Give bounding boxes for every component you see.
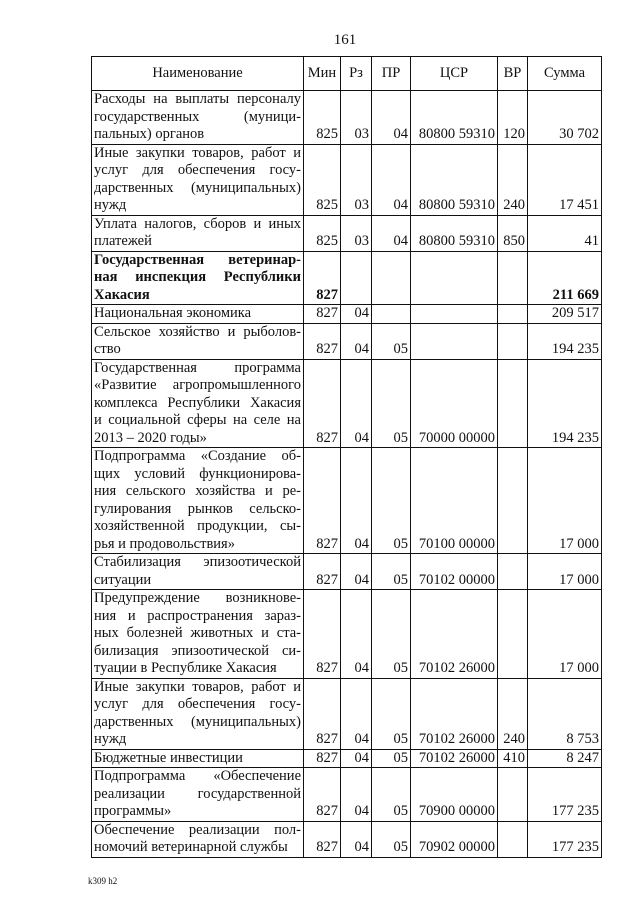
cell-pr	[372, 251, 411, 305]
cell-vr	[498, 554, 528, 590]
cell-vr	[498, 359, 528, 448]
name-line: Уплата налогов, сборов и иных	[94, 215, 301, 232]
cell-pr: 04	[372, 91, 411, 145]
name-line: ство	[94, 341, 121, 357]
name-line: и социальной сферы на селе на	[94, 412, 301, 428]
cell-min: 827	[304, 359, 341, 448]
header-rz: Рз	[341, 57, 372, 91]
budget-table	[91, 56, 602, 858]
cell-vr	[498, 323, 528, 359]
cell-sum: 194 235	[528, 359, 602, 448]
cell-sum: 209 517	[528, 305, 602, 324]
table-row	[92, 821, 602, 857]
table-row	[92, 323, 602, 359]
table-row	[92, 359, 602, 448]
cell-vr	[498, 448, 528, 554]
name-line: щих условий функционирова-	[94, 465, 301, 482]
cell-vr: 240	[498, 144, 528, 215]
name-line: услуг для обеспечения госу-	[94, 162, 301, 178]
cell-name	[92, 91, 304, 145]
name-line: нужд	[94, 197, 127, 213]
cell-pr: 04	[372, 144, 411, 215]
cell-rz: 04	[341, 590, 372, 679]
cell-sum: 211 669	[528, 251, 602, 305]
name-line: нужд	[94, 731, 127, 747]
name-line: Подпрограмма «Обеспечение	[94, 768, 301, 784]
cell-vr	[498, 590, 528, 679]
name-line: реализации государственной	[94, 785, 301, 802]
cell-vr	[498, 251, 528, 305]
name-line: Предупреждение возникнове-	[94, 590, 301, 606]
cell-name	[92, 251, 304, 305]
cell-vr	[498, 768, 528, 822]
table-header	[92, 57, 602, 91]
name-line: пальных) органов	[94, 126, 205, 142]
cell-csr: 80800 59310	[411, 215, 498, 251]
cell-min: 825	[304, 144, 341, 215]
name-line: дарственных (муниципальных)	[94, 713, 301, 730]
header-sum: Сумма	[528, 57, 602, 91]
cell-csr: 80800 59310	[411, 144, 498, 215]
header-vr: ВР	[498, 57, 528, 91]
header-name: Наименование	[92, 57, 304, 91]
cell-min: 825	[304, 91, 341, 145]
name-line: Иные закупки товаров, работ и	[94, 678, 301, 695]
name-line: ных болезней животных и ста-	[94, 625, 301, 641]
cell-csr	[411, 305, 498, 324]
cell-sum: 177 235	[528, 768, 602, 822]
cell-sum: 17 000	[528, 554, 602, 590]
cell-min: 827	[304, 821, 341, 857]
name-line: билизация эпизоотической си-	[94, 642, 301, 659]
table-row	[92, 448, 602, 554]
table-row	[92, 749, 602, 768]
cell-pr: 05	[372, 323, 411, 359]
cell-min: 827	[304, 678, 341, 749]
cell-min: 825	[304, 215, 341, 251]
footer-code: k309 h2	[88, 876, 118, 886]
cell-vr: 120	[498, 91, 528, 145]
cell-rz: 04	[341, 678, 372, 749]
name-line: Бюджетные инвестиции	[94, 749, 243, 766]
cell-vr	[498, 305, 528, 324]
name-line: Стабилизация эпизоотической	[94, 554, 301, 570]
cell-csr: 70902 00000	[411, 821, 498, 857]
cell-name	[92, 323, 304, 359]
cell-rz	[341, 251, 372, 305]
name-line: программы»	[94, 803, 172, 819]
table-body	[92, 91, 602, 858]
cell-vr: 240	[498, 678, 528, 749]
table-row	[92, 305, 602, 324]
cell-sum: 30 702	[528, 91, 602, 145]
cell-sum: 17 000	[528, 590, 602, 679]
cell-name	[92, 448, 304, 554]
cell-name	[92, 590, 304, 679]
cell-pr: 05	[372, 359, 411, 448]
name-line: ситуации	[94, 571, 152, 588]
name-line: «Развитие агропромышленного	[94, 377, 301, 393]
cell-name	[92, 678, 304, 749]
cell-min: 827	[304, 768, 341, 822]
cell-csr: 70102 00000	[411, 554, 498, 590]
cell-pr: 05	[372, 749, 411, 768]
name-line: комплекса Республики Хакасия	[94, 394, 301, 411]
header-min: Мин	[304, 57, 341, 91]
cell-name	[92, 554, 304, 590]
cell-min: 827	[304, 448, 341, 554]
cell-sum: 194 235	[528, 323, 602, 359]
name-line: рья и продовольствия»	[94, 535, 235, 552]
name-line: ная инспекция Республики	[94, 269, 301, 285]
header-csr: ЦСР	[411, 57, 498, 91]
name-line: дарственных (муниципальных)	[94, 179, 301, 196]
cell-name	[92, 359, 304, 448]
cell-rz: 04	[341, 749, 372, 768]
name-line: туации в Республике Хакасия	[94, 660, 277, 676]
name-line: Обеспечение реализации пол-	[94, 821, 301, 838]
cell-csr: 70900 00000	[411, 768, 498, 822]
name-line: услуг для обеспечения госу-	[94, 696, 301, 712]
name-line: номочий ветеринарной службы	[94, 839, 288, 855]
cell-rz: 03	[341, 144, 372, 215]
cell-rz: 04	[341, 448, 372, 554]
header-pr: ПР	[372, 57, 411, 91]
cell-pr: 05	[372, 590, 411, 679]
cell-vr: 410	[498, 749, 528, 768]
table-row	[92, 590, 602, 679]
table-row	[92, 768, 602, 822]
name-line: Хакасия	[94, 286, 150, 303]
name-line: Подпрограмма «Создание об-	[94, 448, 301, 464]
cell-sum: 8 247	[528, 749, 602, 768]
table-row	[92, 554, 602, 590]
cell-sum: 8 753	[528, 678, 602, 749]
cell-pr: 05	[372, 768, 411, 822]
cell-rz: 04	[341, 768, 372, 822]
cell-sum: 41	[528, 215, 602, 251]
cell-min: 827	[304, 251, 341, 305]
cell-vr: 850	[498, 215, 528, 251]
cell-sum: 17 451	[528, 144, 602, 215]
cell-csr: 70100 00000	[411, 448, 498, 554]
cell-csr: 70102 26000	[411, 678, 498, 749]
cell-rz: 04	[341, 305, 372, 324]
cell-pr: 05	[372, 448, 411, 554]
page-number: 161	[333, 32, 357, 48]
name-line: Иные закупки товаров, работ и	[94, 144, 301, 161]
cell-sum: 17 000	[528, 448, 602, 554]
table-row	[92, 144, 602, 215]
cell-csr	[411, 323, 498, 359]
name-line: Расходы на выплаты персоналу	[94, 91, 301, 107]
cell-rz: 04	[341, 359, 372, 448]
cell-pr: 04	[372, 215, 411, 251]
name-line: государственных (муници-	[94, 108, 301, 125]
name-line: Национальная экономика	[94, 305, 252, 321]
header-row	[92, 57, 602, 91]
table-row	[92, 678, 602, 749]
cell-rz: 04	[341, 554, 372, 590]
cell-name	[92, 215, 304, 251]
cell-rz: 03	[341, 91, 372, 145]
cell-pr: 05	[372, 554, 411, 590]
cell-min: 827	[304, 590, 341, 679]
cell-min: 827	[304, 323, 341, 359]
cell-pr: 05	[372, 678, 411, 749]
name-line: гулирования рынков сельско-	[94, 500, 301, 517]
cell-min: 827	[304, 749, 341, 768]
name-line: Государственная ветеринар-	[94, 251, 301, 268]
cell-pr: 05	[372, 821, 411, 857]
name-line: ния сельского хозяйства и ре-	[94, 483, 301, 499]
cell-vr	[498, 821, 528, 857]
name-line: ния и распространения зараз-	[94, 607, 301, 624]
cell-name	[92, 768, 304, 822]
cell-rz: 03	[341, 215, 372, 251]
cell-rz: 04	[341, 821, 372, 857]
cell-name	[92, 749, 304, 768]
name-line: платежей	[94, 233, 152, 249]
cell-pr	[372, 305, 411, 324]
cell-csr: 70102 26000	[411, 590, 498, 679]
name-line: 2013 – 2020 годы»	[94, 429, 207, 446]
name-line: хозяйственной продукции, сы-	[94, 518, 301, 534]
table-row	[92, 215, 602, 251]
cell-name	[92, 821, 304, 857]
cell-rz: 04	[341, 323, 372, 359]
cell-name	[92, 144, 304, 215]
cell-min: 827	[304, 305, 341, 324]
table-row	[92, 251, 602, 305]
cell-name	[92, 305, 304, 324]
name-line: Сельское хозяйство и рыболов-	[94, 323, 301, 340]
cell-sum: 177 235	[528, 821, 602, 857]
cell-csr: 70102 26000	[411, 749, 498, 768]
cell-min: 827	[304, 554, 341, 590]
table-row	[92, 91, 602, 145]
name-line: Государственная программа	[94, 359, 301, 376]
cell-csr: 80800 59310	[411, 91, 498, 145]
cell-csr	[411, 251, 498, 305]
cell-csr: 70000 00000	[411, 359, 498, 448]
